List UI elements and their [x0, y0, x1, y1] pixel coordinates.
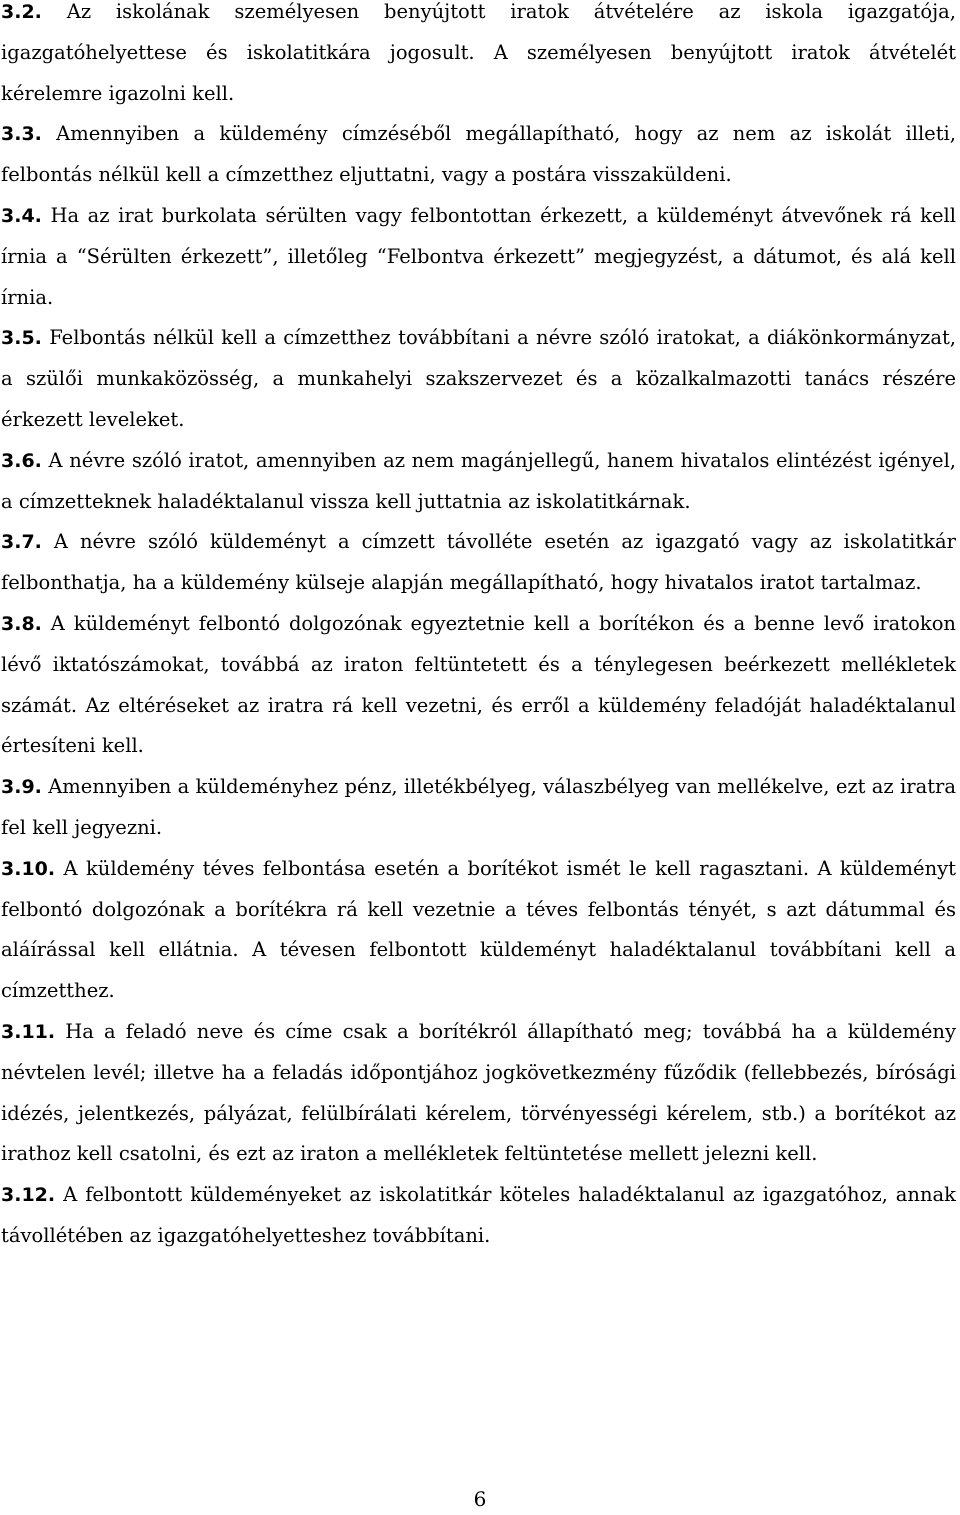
paragraph-number: 3.12. [1, 1184, 56, 1207]
paragraph-text: A küldemény téves felbontása esetén a borítékot ismét le kell ragasztani. A küldeményt felbontó dolgozónak a borítékra rá kell vezetnie a téves felbontás tényét, s azt dátummal és aláírással kell ellátnia. A tévesen felbontott küldeményt haladéktalanul továbbítani kell a címzetthez. [1, 856, 956, 1003]
paragraph-3-4 [1, 196, 956, 318]
paragraph-number: 3.2. [1, 1, 42, 23]
paragraph-number: 3.10. [1, 857, 56, 880]
paragraph-text: A küldeményt felbontó dolgozónak egyeztetnie kell a borítékon és a benne levő iratokon lévő iktatószámokat, továbbá az iraton feltüntetett és a ténylegesen beérkezett mellékletek számát. Az eltéréseket az iratra rá kell vezetni, és erről a küldemény feladóját haladéktalanul értesíteni kell. [1, 611, 956, 758]
paragraph-number: 3.3. [1, 123, 42, 146]
page-number: 6 [473, 1487, 487, 1511]
paragraph-number: 3.5. [1, 327, 42, 350]
paragraph-number: 3.8. [1, 612, 42, 635]
paragraph-3-7 [1, 522, 956, 604]
paragraph-number: 3.11. [1, 1020, 56, 1043]
paragraph-3-3 [1, 114, 956, 196]
paragraph-3-5 [1, 318, 956, 440]
paragraph-text: Felbontás nélkül kell a címzetthez továbbítani a névre szóló iratokat, a diákönkormányzat, a szülői munkaközösség, a munkahelyi szakszervezet és a közalkalmazotti tanács részére érkezett leveleket. [1, 326, 957, 431]
paragraph-3-9 [1, 767, 956, 849]
paragraph-3-6 [1, 441, 956, 523]
paragraph-text: Az iskolának személyesen benyújtott iratok átvételére az iskola igazgatója, igazgatóhelyettese és iskolatitkára jogosult. A személyesen benyújtott iratok átvételét kérelemre igazolni kell. [1, 0, 956, 105]
paragraph-3-12 [1, 1175, 956, 1257]
paragraph-text: A felbontott küldeményeket az iskolatitkár köteles haladéktalanul az igazgatóhoz, annak távollétében az igazgatóhelyetteshez továbbítani. [1, 1183, 956, 1247]
paragraph-text: Amennyiben a küldeményhez pénz, illetékbélyeg, válaszbélyeg van mellékelve, ezt az iratra fel kell jegyezni. [1, 775, 956, 839]
paragraph-number: 3.9. [1, 776, 42, 799]
document-body [1, 0, 956, 1257]
paragraph-number: 3.4. [1, 204, 42, 227]
paragraph-number: 3.6. [1, 449, 42, 472]
paragraph-text: Ha a feladó neve és címe csak a borítékról állapítható meg; továbbá ha a küldemény névtelen levél; illetve ha a feladás időpontjához jogkövetkezmény fűződik (fellebbezés, bírósági idézés, jelentkezés, pályázat, felülbírálati kérelem, törvényességi kérelem, stb.) a borítékot az irathoz kell csatolni, és ezt az iraton a mellékletek feltüntetése mellett jelezni kell. [1, 1019, 956, 1166]
paragraph-number: 3.7. [1, 531, 42, 554]
paragraph-text: A névre szóló küldeményt a címzett távolléte esetén az igazgató vagy az iskolatitkár felbonthatja, ha a küldemény külseje alapján megállapítható, hogy hivatalos iratot tartalmaz. [1, 530, 957, 595]
paragraph-3-11 [1, 1012, 956, 1175]
paragraph-text: Amennyiben a küldemény címzéséből megállapítható, hogy az nem az iskolát illeti, felbontás nélkül kell a címzetthez eljuttatni, vagy a postára visszaküldeni. [1, 122, 956, 187]
paragraph-3-8 [1, 604, 956, 767]
paragraph-3-2 [1, 0, 956, 114]
paragraph-text: Ha az irat burkolata sérülten vagy felbontottan érkezett, a küldeményt átvevőnek rá kell írnia a “Sérülten érkezett”, illetőleg “Felbontva érkezett” megjegyzést, a dátumot, és alá kell írnia. [1, 203, 956, 309]
paragraph-3-10 [1, 849, 956, 1012]
paragraph-text: A névre szóló iratot, amennyiben az nem magánjellegű, hanem hivatalos elintézést igényel, a címzetteknek haladéktalanul vissza kell juttatnia az iskolatitkárnak. [1, 448, 956, 513]
